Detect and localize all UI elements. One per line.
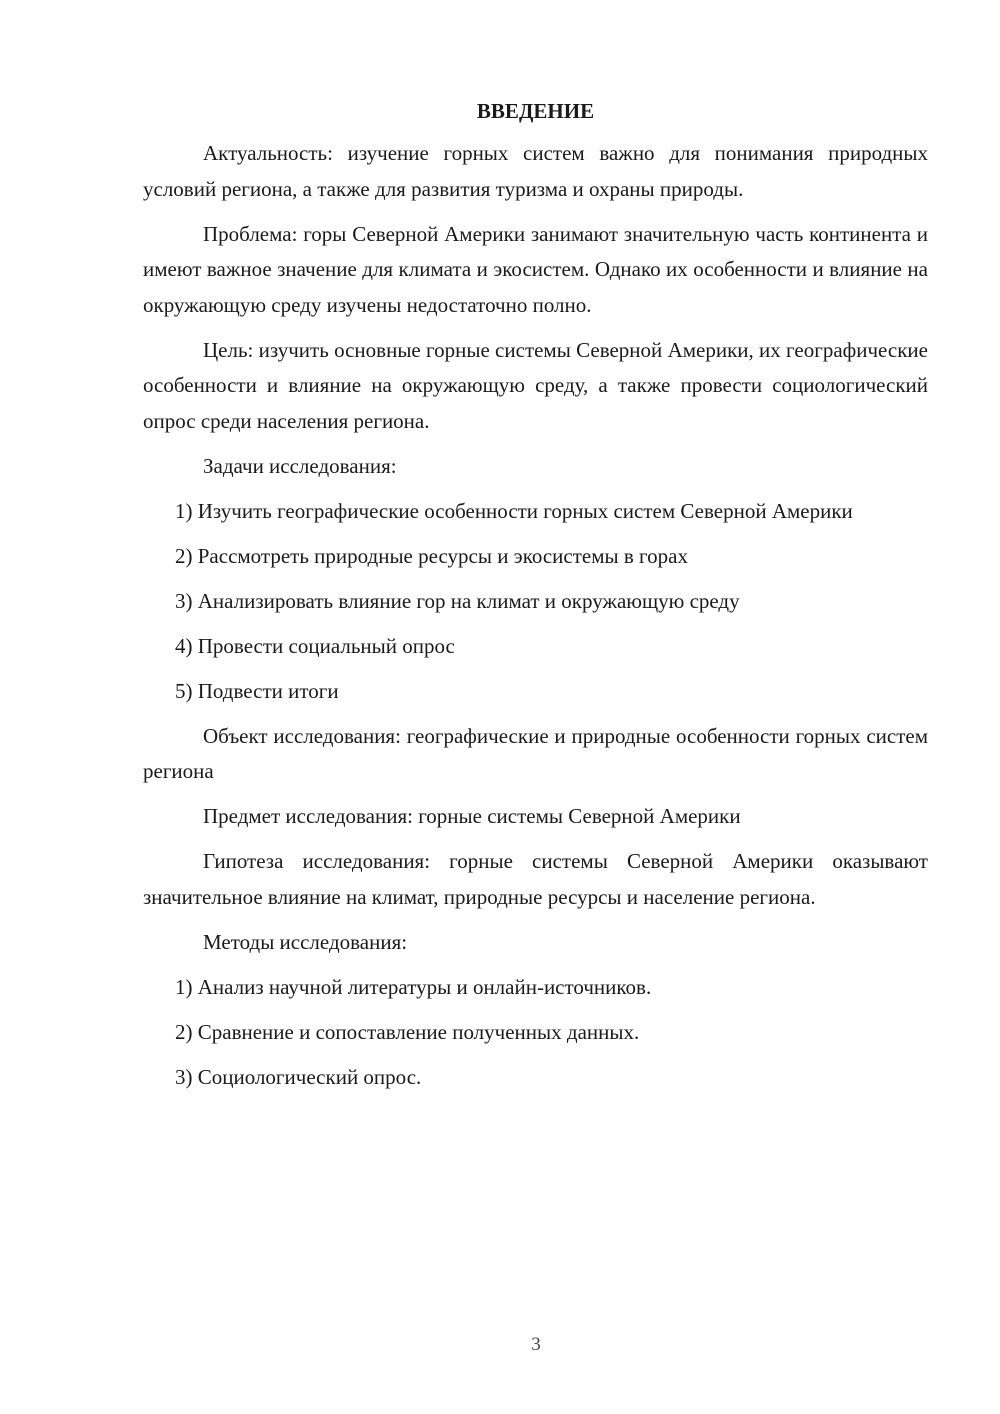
- object-paragraph: Объект исследования: географические и природные особенности горных систем региона: [143, 723, 928, 783]
- method-item: 2) Сравнение и сопоставление полученных данных.: [175, 1019, 640, 1044]
- subject-paragraph: Предмет исследования: горные системы Северной Америки: [203, 804, 741, 828]
- problem-paragraph: Проблема: горы Северной Америки занимают значительную часть континента и имеют важное значение для климата и экосистем. Однако их особенности и влияние на окружающую среду изучены недостаточно полно.: [143, 221, 928, 317]
- methods-heading: Методы исследования:: [203, 929, 408, 954]
- task-item: 3) Анализировать влияние гор на климат и окружающую среду: [175, 588, 740, 613]
- method-item: 1) Анализ научной литературы и онлайн-источников.: [175, 974, 652, 999]
- hypothesis-paragraph: Гипотеза исследования: горные системы Северной Америки оказывают значительное влияние на климат, природные ресурсы и население региона.: [143, 849, 928, 909]
- goal-paragraph: Цель: изучить основные горные системы Северной Америки, их географические особенности и влияние на окружающую среду, а также провести социологический опрос среди населения региона.: [143, 337, 928, 433]
- method-item: 3) Социологический опрос.: [175, 1064, 422, 1089]
- task-item: 2) Рассмотреть природные ресурсы и экосистемы в горах: [175, 543, 688, 568]
- tasks-heading: Задачи исследования:: [203, 453, 397, 478]
- relevance-paragraph: Актуальность: изучение горных систем важно для понимания природных условий региона, а также для развития туризма и охраны природы.: [143, 141, 928, 201]
- page-content: [143, 96, 928, 1105]
- task-item: 4) Провести социальный опрос: [175, 633, 455, 658]
- page-number: 3: [531, 1334, 541, 1355]
- section-title: ВВЕДЕНИЕ: [476, 99, 595, 123]
- task-item: 5) Подвести итоги: [175, 678, 339, 703]
- task-item: 1) Изучить географические особенности горных систем Северной Америки: [175, 498, 853, 523]
